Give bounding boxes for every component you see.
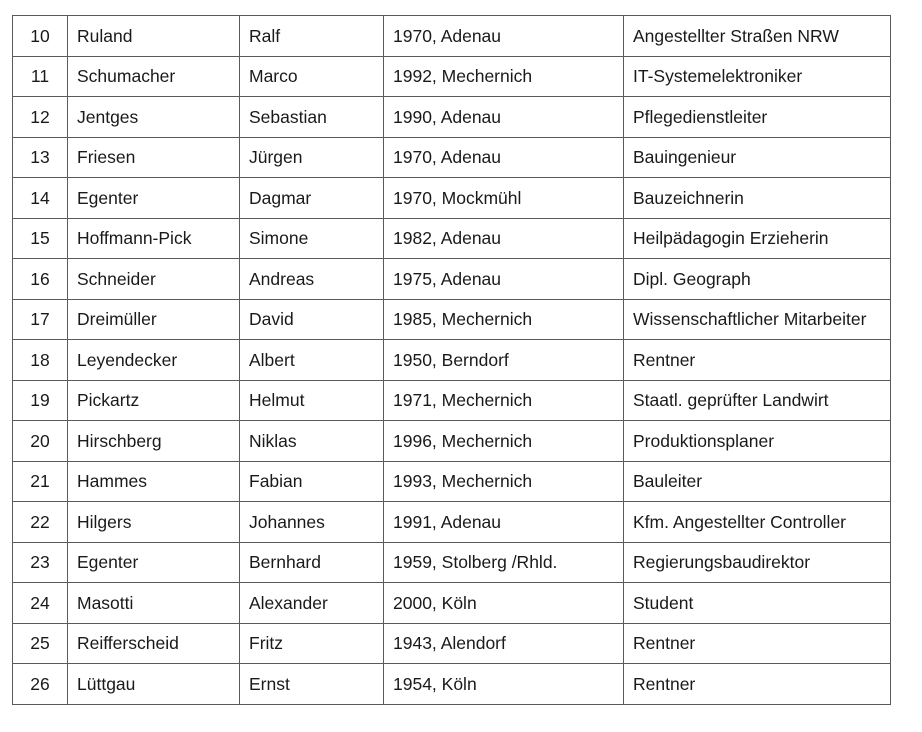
cell-occupation: Rentner xyxy=(624,340,891,381)
table-row xyxy=(13,56,891,97)
cell-occupation: Dipl. Geograph xyxy=(624,259,891,300)
cell-last-name: Schumacher xyxy=(68,56,240,97)
cell-number: 11 xyxy=(13,56,68,97)
cell-last-name: Hilgers xyxy=(68,502,240,543)
cell-occupation: Kfm. Angestellter Controller xyxy=(624,502,891,543)
cell-birth-year-place: 1950, Berndorf xyxy=(384,340,624,381)
cell-last-name: Ruland xyxy=(68,16,240,57)
table-row xyxy=(13,218,891,259)
cell-first-name: David xyxy=(240,299,384,340)
table-row xyxy=(13,380,891,421)
cell-occupation: Staatl. geprüfter Landwirt xyxy=(624,380,891,421)
cell-first-name: Andreas xyxy=(240,259,384,300)
cell-number: 15 xyxy=(13,218,68,259)
cell-occupation: Pflegedienstleiter xyxy=(624,97,891,138)
cell-last-name: Jentges xyxy=(68,97,240,138)
cell-birth-year-place: 1992, Mechernich xyxy=(384,56,624,97)
cell-last-name: Dreimüller xyxy=(68,299,240,340)
cell-occupation: Wissenschaftlicher Mitarbeiter xyxy=(624,299,891,340)
table-row xyxy=(13,16,891,57)
cell-occupation: Produktionsplaner xyxy=(624,421,891,462)
cell-birth-year-place: 2000, Köln xyxy=(384,583,624,624)
cell-birth-year-place: 1943, Alendorf xyxy=(384,623,624,664)
cell-birth-year-place: 1993, Mechernich xyxy=(384,461,624,502)
cell-birth-year-place: 1990, Adenau xyxy=(384,97,624,138)
table-row xyxy=(13,178,891,219)
cell-occupation: Bauzeichnerin xyxy=(624,178,891,219)
cell-last-name: Hirschberg xyxy=(68,421,240,462)
cell-birth-year-place: 1970, Mockmühl xyxy=(384,178,624,219)
cell-first-name: Albert xyxy=(240,340,384,381)
table-row xyxy=(13,299,891,340)
cell-number: 26 xyxy=(13,664,68,705)
cell-birth-year-place: 1970, Adenau xyxy=(384,16,624,57)
cell-last-name: Egenter xyxy=(68,178,240,219)
cell-birth-year-place: 1975, Adenau xyxy=(384,259,624,300)
cell-occupation: Rentner xyxy=(624,664,891,705)
candidate-table-container xyxy=(12,15,890,705)
cell-occupation: Student xyxy=(624,583,891,624)
cell-number: 20 xyxy=(13,421,68,462)
cell-first-name: Ernst xyxy=(240,664,384,705)
cell-number: 17 xyxy=(13,299,68,340)
table-row xyxy=(13,340,891,381)
cell-first-name: Bernhard xyxy=(240,542,384,583)
cell-number: 23 xyxy=(13,542,68,583)
cell-number: 12 xyxy=(13,97,68,138)
cell-first-name: Helmut xyxy=(240,380,384,421)
candidate-table xyxy=(12,15,891,705)
cell-number: 24 xyxy=(13,583,68,624)
cell-last-name: Pickartz xyxy=(68,380,240,421)
cell-first-name: Jürgen xyxy=(240,137,384,178)
cell-first-name: Alexander xyxy=(240,583,384,624)
cell-first-name: Marco xyxy=(240,56,384,97)
cell-birth-year-place: 1985, Mechernich xyxy=(384,299,624,340)
cell-occupation: Bauingenieur xyxy=(624,137,891,178)
cell-first-name: Niklas xyxy=(240,421,384,462)
cell-first-name: Ralf xyxy=(240,16,384,57)
cell-occupation: Bauleiter xyxy=(624,461,891,502)
cell-last-name: Lüttgau xyxy=(68,664,240,705)
table-row xyxy=(13,97,891,138)
cell-number: 16 xyxy=(13,259,68,300)
cell-number: 22 xyxy=(13,502,68,543)
cell-number: 10 xyxy=(13,16,68,57)
cell-number: 14 xyxy=(13,178,68,219)
cell-number: 13 xyxy=(13,137,68,178)
cell-last-name: Hammes xyxy=(68,461,240,502)
cell-first-name: Sebastian xyxy=(240,97,384,138)
cell-number: 18 xyxy=(13,340,68,381)
cell-first-name: Dagmar xyxy=(240,178,384,219)
cell-last-name: Leyendecker xyxy=(68,340,240,381)
cell-birth-year-place: 1959, Stolberg /Rhld. xyxy=(384,542,624,583)
cell-birth-year-place: 1991, Adenau xyxy=(384,502,624,543)
table-row xyxy=(13,259,891,300)
table-row xyxy=(13,421,891,462)
cell-first-name: Simone xyxy=(240,218,384,259)
cell-occupation: IT-Systemelektroniker xyxy=(624,56,891,97)
cell-birth-year-place: 1970, Adenau xyxy=(384,137,624,178)
table-row xyxy=(13,583,891,624)
cell-birth-year-place: 1954, Köln xyxy=(384,664,624,705)
cell-first-name: Fabian xyxy=(240,461,384,502)
cell-last-name: Egenter xyxy=(68,542,240,583)
cell-last-name: Friesen xyxy=(68,137,240,178)
cell-last-name: Reifferscheid xyxy=(68,623,240,664)
cell-occupation: Rentner xyxy=(624,623,891,664)
cell-last-name: Hoffmann-Pick xyxy=(68,218,240,259)
cell-first-name: Johannes xyxy=(240,502,384,543)
table-row xyxy=(13,137,891,178)
cell-occupation: Regierungsbaudirektor xyxy=(624,542,891,583)
cell-occupation: Angestellter Straßen NRW xyxy=(624,16,891,57)
cell-birth-year-place: 1982, Adenau xyxy=(384,218,624,259)
table-row xyxy=(13,461,891,502)
table-row xyxy=(13,623,891,664)
cell-number: 21 xyxy=(13,461,68,502)
cell-last-name: Schneider xyxy=(68,259,240,300)
cell-number: 25 xyxy=(13,623,68,664)
table-row xyxy=(13,664,891,705)
cell-birth-year-place: 1996, Mechernich xyxy=(384,421,624,462)
cell-number: 19 xyxy=(13,380,68,421)
cell-last-name: Masotti xyxy=(68,583,240,624)
table-body xyxy=(13,16,891,705)
cell-birth-year-place: 1971, Mechernich xyxy=(384,380,624,421)
cell-first-name: Fritz xyxy=(240,623,384,664)
table-row xyxy=(13,502,891,543)
cell-occupation: Heilpädagogin Erzieherin xyxy=(624,218,891,259)
table-row xyxy=(13,542,891,583)
